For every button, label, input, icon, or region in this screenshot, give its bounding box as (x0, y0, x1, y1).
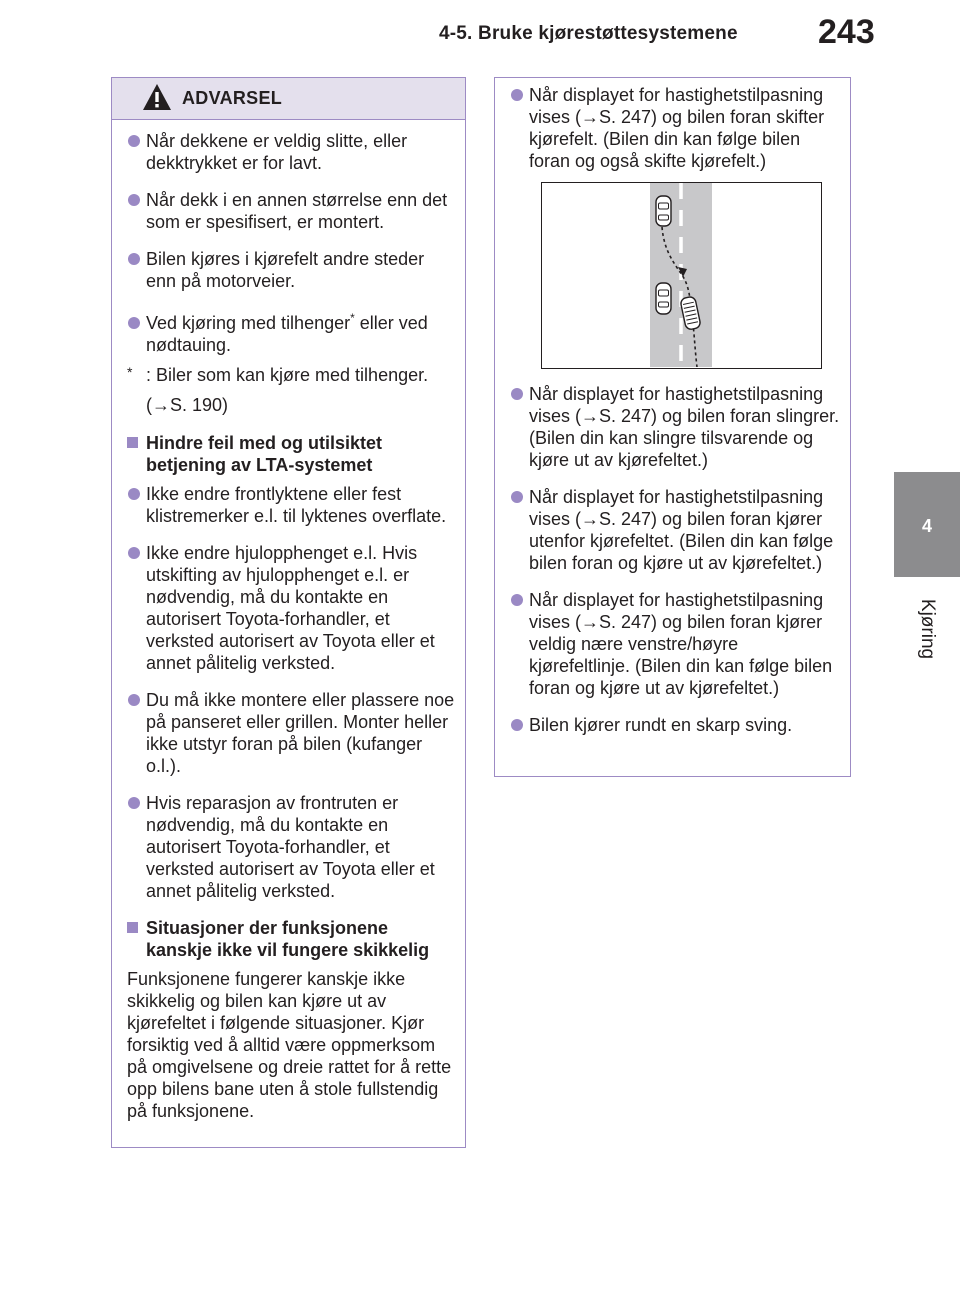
list-item: Du må ikke montere eller plassere noe på panseret eller grillen. Monter heller ikke utstyr foran på bilen (kufanger o.l.). (120, 689, 457, 777)
bullet-icon (511, 719, 523, 731)
lane-change-illustration (541, 182, 822, 369)
section-heading: Hindre feil med og utilsiktet betjening av LTA-systemet (120, 432, 457, 476)
chapter-number: 4 (921, 516, 932, 536)
bullet-icon (511, 594, 523, 606)
bullet-icon (128, 317, 140, 329)
bullet-icon (128, 194, 140, 206)
page-number: 243 (818, 13, 875, 51)
warning-title: ADVARSEL (182, 88, 283, 108)
list-item: Når displayet for hastighetstilpasning vises (→S. 247) og bilen foran skifter kjørefelt. (Bilen din kan følge bilen foran og også skifte kjørefelt.) (503, 84, 842, 172)
list-item: Når displayet for hastighetstilpasning vises (→S. 247) og bilen foran kjører utenfor kjørefeltet. (Bilen din kan følge bilen foran og kjøre ut av kjørefeltet.) (503, 486, 842, 574)
list-item: Ikke endre hjulopphenget e.l. Hvis utskifting av hjulopphenget e.l. er nødvendig, må du kontakte en autorisert Toyota-forhandler, et verksted autorisert av Toyota eller et annet pålitelig verksted. (120, 542, 457, 674)
list-item: Når dekkene er veldig slitte, eller dekktrykket er for lavt. (120, 130, 457, 174)
section-title: 4-5. Bruke kjørestøttesystemene (439, 23, 738, 44)
bullet-icon (511, 388, 523, 400)
chapter-tab (894, 472, 960, 577)
list-item: Ikke endre frontlyktene eller fest klistremerker e.l. til lyktenes overflate. (120, 483, 457, 527)
list-item: Når dekk i en annen størrelse enn det som er spesifisert, er montert. (120, 189, 457, 233)
bullet-icon (128, 253, 140, 265)
square-bullet-icon (127, 922, 138, 933)
bullet-icon (128, 488, 140, 500)
page-header (0, 0, 960, 62)
continuation-content (495, 78, 850, 736)
bullet-icon (128, 797, 140, 809)
bullet-icon (511, 491, 523, 503)
chapter-label: Kjøring (917, 598, 938, 660)
warning-header (112, 78, 465, 120)
section-paragraph: Funksjonene fungerer kanskje ikke skikkelig og bilen kan kjøre ut av kjørefeltet i følgende situasjoner. Kjør forsiktig ved å alltid være oppmerksom på omgivelsene og dreie rattet for å rette opp bilens bane uten å stole fullstendig på funksjonene. (127, 969, 452, 1121)
warning-triangle-icon (142, 83, 172, 111)
chapter-label-container (894, 589, 960, 669)
list-item: Bilen kjøres i kjørefelt andre steder enn på motorveier. (120, 248, 457, 292)
bullet-icon (511, 89, 523, 101)
warning-content (112, 120, 465, 1122)
warning-box (111, 77, 466, 1148)
bullet-icon (128, 694, 140, 706)
list-item: Når displayet for hastighetstilpasning vises (→S. 247) og bilen foran kjører veldig nære venstre/høyre kjørefeltlinje. (Bilen din kan følge bilen foran og kjøre ut av kjørefeltet.) (503, 589, 842, 699)
car-ahead-icon (656, 196, 671, 226)
square-bullet-icon (127, 437, 138, 448)
bullet-icon (128, 135, 140, 147)
footnote-marker: * (350, 311, 355, 325)
continuation-box (494, 77, 851, 777)
lane-change-diagram (542, 183, 820, 367)
footnote: * : Biler som kan kjøre med tilhenger. (127, 364, 429, 385)
own-car-icon (656, 283, 671, 314)
list-item: Når displayet for hastighetstilpasning vises (→S. 247) og bilen foran slingrer. (Bilen din kan slingre tilsvarende og kjøre ut av kjørefeltet.) (503, 383, 842, 471)
list-item: Hvis reparasjon av frontruten er nødvendig, må du kontakte en autorisert Toyota-forhandler, et verksted autorisert av Toyota eller et annet pålitelig verksted. (120, 792, 457, 902)
list-item: Bilen kjører rundt en skarp sving. (503, 714, 842, 736)
footnote-reference: (→S. 190) (146, 395, 229, 415)
list-item: Ved kjøring med tilhenger* eller ved nødtauing. (120, 312, 457, 356)
section-heading: Situasjoner der funksjonene kanskje ikke vil fungere skikkelig (120, 917, 457, 961)
bullet-icon (128, 547, 140, 559)
